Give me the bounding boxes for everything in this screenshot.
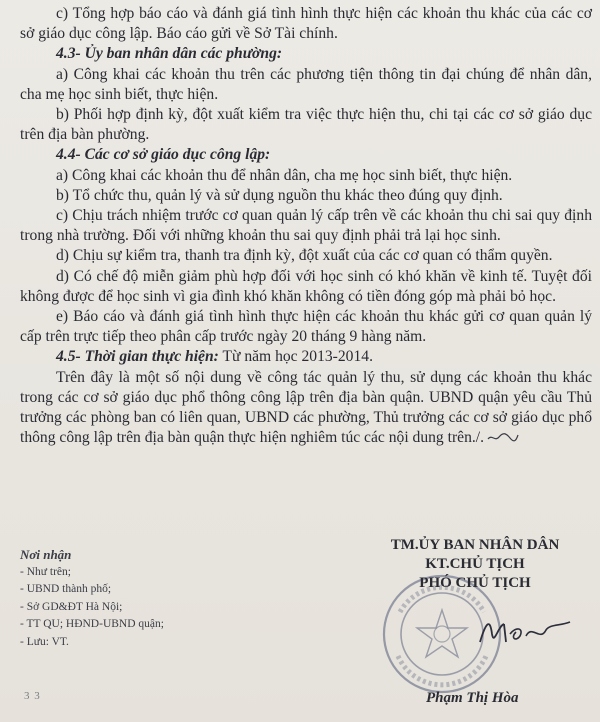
signature-title-committee: TM.ỦY BAN NHÂN DÂN xyxy=(390,537,560,553)
handwritten-signature-icon xyxy=(476,612,576,652)
recipient-item: - TT QU; HĐND-UBND quận; xyxy=(20,618,164,630)
closing-text: Trên đây là một số nội dung về công tác quản lý thu, sử dụng các khoản thu khác trong các cơ sở giáo dục phổ thông công lập trên địa bàn quận. UBND quận yêu cầu Thủ trưởng các phòng ban có liên quan, UBND các phường, Thủ trưởng các cơ sở giáo dục phổ thông công lập trên địa bàn quận thực hiện nghiêm túc các nội dung trên./. xyxy=(20,368,592,447)
section-4-3-heading: 4.3- Ủy ban nhân dân các phường: xyxy=(56,45,283,63)
handwritten-mark-icon xyxy=(486,430,520,444)
recipient-item: - Như trên; xyxy=(20,565,71,578)
paragraph-4-4-d-exemption: d) Có chế độ miễn giảm phù hợp đối với học sinh có khó khăn về kinh tế. Tuyệt đối không được để học sinh vì gia đình khó khăn không có tiền đóng góp mà phải bỏ học. xyxy=(20,267,592,305)
paragraph-4-3-a: a) Công khai các khoản thu trên các phương tiện thông tin đại chúng để nhân dân, cha mẹ học sinh biết, thực hiện. xyxy=(20,65,592,103)
closing-paragraph xyxy=(20,368,592,449)
paragraph-c-summary: c) Tổng hợp báo cáo và đánh giá tình hình thực hiện các khoản thu khác của các cơ sở giáo dục công lập. Báo cáo gửi về Sở Tài chính. xyxy=(20,5,592,43)
document-body xyxy=(20,4,592,448)
signer-name: Phạm Thị Hòa xyxy=(426,690,519,706)
paragraph-4-4-c: c) Chịu trách nhiệm trước cơ quan quản lý cấp trên về các khoản thu chi sai quy định trong nhà trường. Đối với những khoản thu sai quy định phải trả lại học sinh. xyxy=(20,207,592,245)
page-mark: 3 3 xyxy=(24,690,41,702)
paragraph-4-4-b: b) Tổ chức thu, quản lý và sử dụng nguồn thu khác theo đúng quy định. xyxy=(56,186,503,204)
section-4-5-value: Từ năm học 2013-2014. xyxy=(218,348,373,366)
signature-title-kt: KT.CHỦ TỊCH xyxy=(425,556,525,572)
section-4-5-label: 4.5- Thời gian thực hiện: xyxy=(56,348,219,366)
paragraph-4-4-d-inspection: d) Chịu sự kiểm tra, thanh tra định kỳ, đột xuất của các cơ quan có thẩm quyền. xyxy=(56,247,553,265)
recipients-heading: Nơi nhận xyxy=(20,547,72,562)
recipient-item: - Sở GD&ĐT Hà Nội; xyxy=(20,600,123,613)
section-4-4-heading: 4.4- Các cơ sở giáo dục công lập: xyxy=(56,146,271,164)
recipient-item: - UBND thành phố; xyxy=(20,583,112,595)
signature-block xyxy=(360,536,590,593)
paragraph-4-4-e: e) Báo cáo và đánh giá tình hình thực hiện các khoản thu khác gửi cơ quan quản lý cấp trên trực tiếp theo phân cấp trước ngày 20 tháng 9 hàng năm. xyxy=(20,308,592,346)
paragraph-4-4-a: a) Công khai các khoản thu để nhân dân, cha mẹ học sinh biết, thực hiện. xyxy=(56,166,513,184)
recipients-block xyxy=(20,546,260,651)
paragraph-4-3-b: b) Phối hợp định kỳ, đột xuất kiểm tra việc thực hiện thu, chi tại các cơ sở giáo dục trên địa bàn phường. xyxy=(20,106,592,144)
recipient-item: - Lưu: VT. xyxy=(20,635,69,648)
section-4-5-heading xyxy=(20,347,592,367)
signature-title-vice-chair: PHÓ CHỦ TỊCH xyxy=(419,575,531,591)
